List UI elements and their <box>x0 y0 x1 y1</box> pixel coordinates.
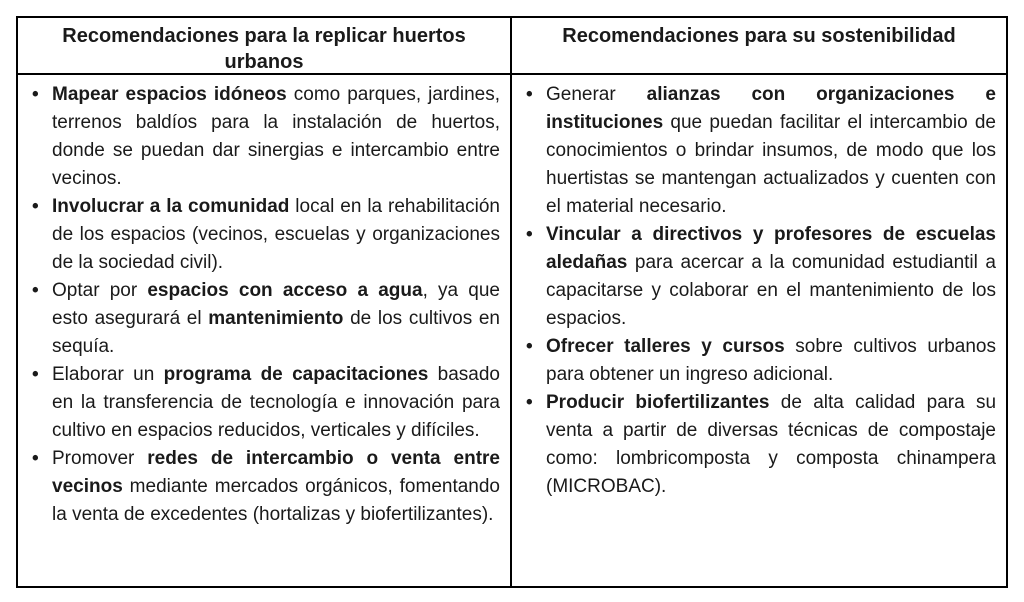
bullet-icon: • <box>526 392 533 413</box>
recommendations-table <box>16 16 1008 588</box>
bullet-icon: • <box>32 196 39 217</box>
list-item <box>28 361 500 445</box>
bullet-text: Elaborar un programa de capacitaciones basado en la transferencia de tecnología e innovación para cultivo en espacios reducidos, verticales y difíciles. <box>52 364 500 441</box>
bullet-icon: • <box>32 448 39 469</box>
sustainability-cell <box>512 75 1006 586</box>
bullet-icon: • <box>32 364 39 385</box>
replicate-gardens-cell <box>18 75 512 586</box>
sustainability-list <box>522 81 996 501</box>
header-replicate-gardens: Recomendaciones para la replicar huertos urbanos <box>18 18 512 75</box>
header-sustainability: Recomendaciones para su sostenibilidad <box>512 18 1006 75</box>
bullet-icon: • <box>32 280 39 301</box>
bullet-text: Optar por espacios con acceso a agua, ya que esto asegurará el mantenimiento de los cultivos en sequía. <box>52 280 501 357</box>
list-item <box>28 81 500 193</box>
list-item <box>28 445 500 529</box>
replicate-gardens-list <box>28 81 500 529</box>
bullet-text: Ofrecer talleres y cursos sobre cultivos urbanos para obtener un ingreso adicional. <box>546 336 996 385</box>
bullet-text: Producir biofertilizantes de alta calidad para su venta a partir de diversas técnicas de compostaje como: lombricomposta y composta chinampera (MICROBAC). <box>546 392 997 497</box>
bullet-text: Vincular a directivos y profesores de escuelas aledañas para acercar a la comunidad estudiantil a capacitarse y colaborar en el mantenimiento de los espacios. <box>546 224 996 329</box>
bullet-text: Involucrar a la comunidad local en la rehabilitación de los espacios (vecinos, escuelas y organizaciones de la sociedad civil). <box>52 196 501 273</box>
bullet-icon: • <box>32 84 39 105</box>
bullet-text: Promover redes de intercambio o venta entre vecinos mediante mercados orgánicos, fomentando la venta de excedentes (hortalizas y biofertilizantes). <box>52 448 500 525</box>
bullet-icon: • <box>526 336 533 357</box>
bullet-icon: • <box>526 224 533 245</box>
bullet-text: Generar alianzas con organizaciones e instituciones que puedan facilitar el intercambio de conocimientos o brindar insumos, de modo que los huertistas se mantengan actualizados y cuenten con el material necesario. <box>546 84 996 217</box>
list-item <box>522 81 996 221</box>
list-item <box>28 277 500 361</box>
bullet-icon: • <box>526 84 533 105</box>
list-item <box>522 333 996 389</box>
list-item <box>522 221 996 333</box>
list-item <box>28 193 500 277</box>
list-item <box>522 389 996 501</box>
bullet-text: Mapear espacios idóneos como parques, jardines, terrenos baldíos para la instalación de huertos, donde se puedan dar sinergias e intercambio entre vecinos. <box>52 84 501 189</box>
